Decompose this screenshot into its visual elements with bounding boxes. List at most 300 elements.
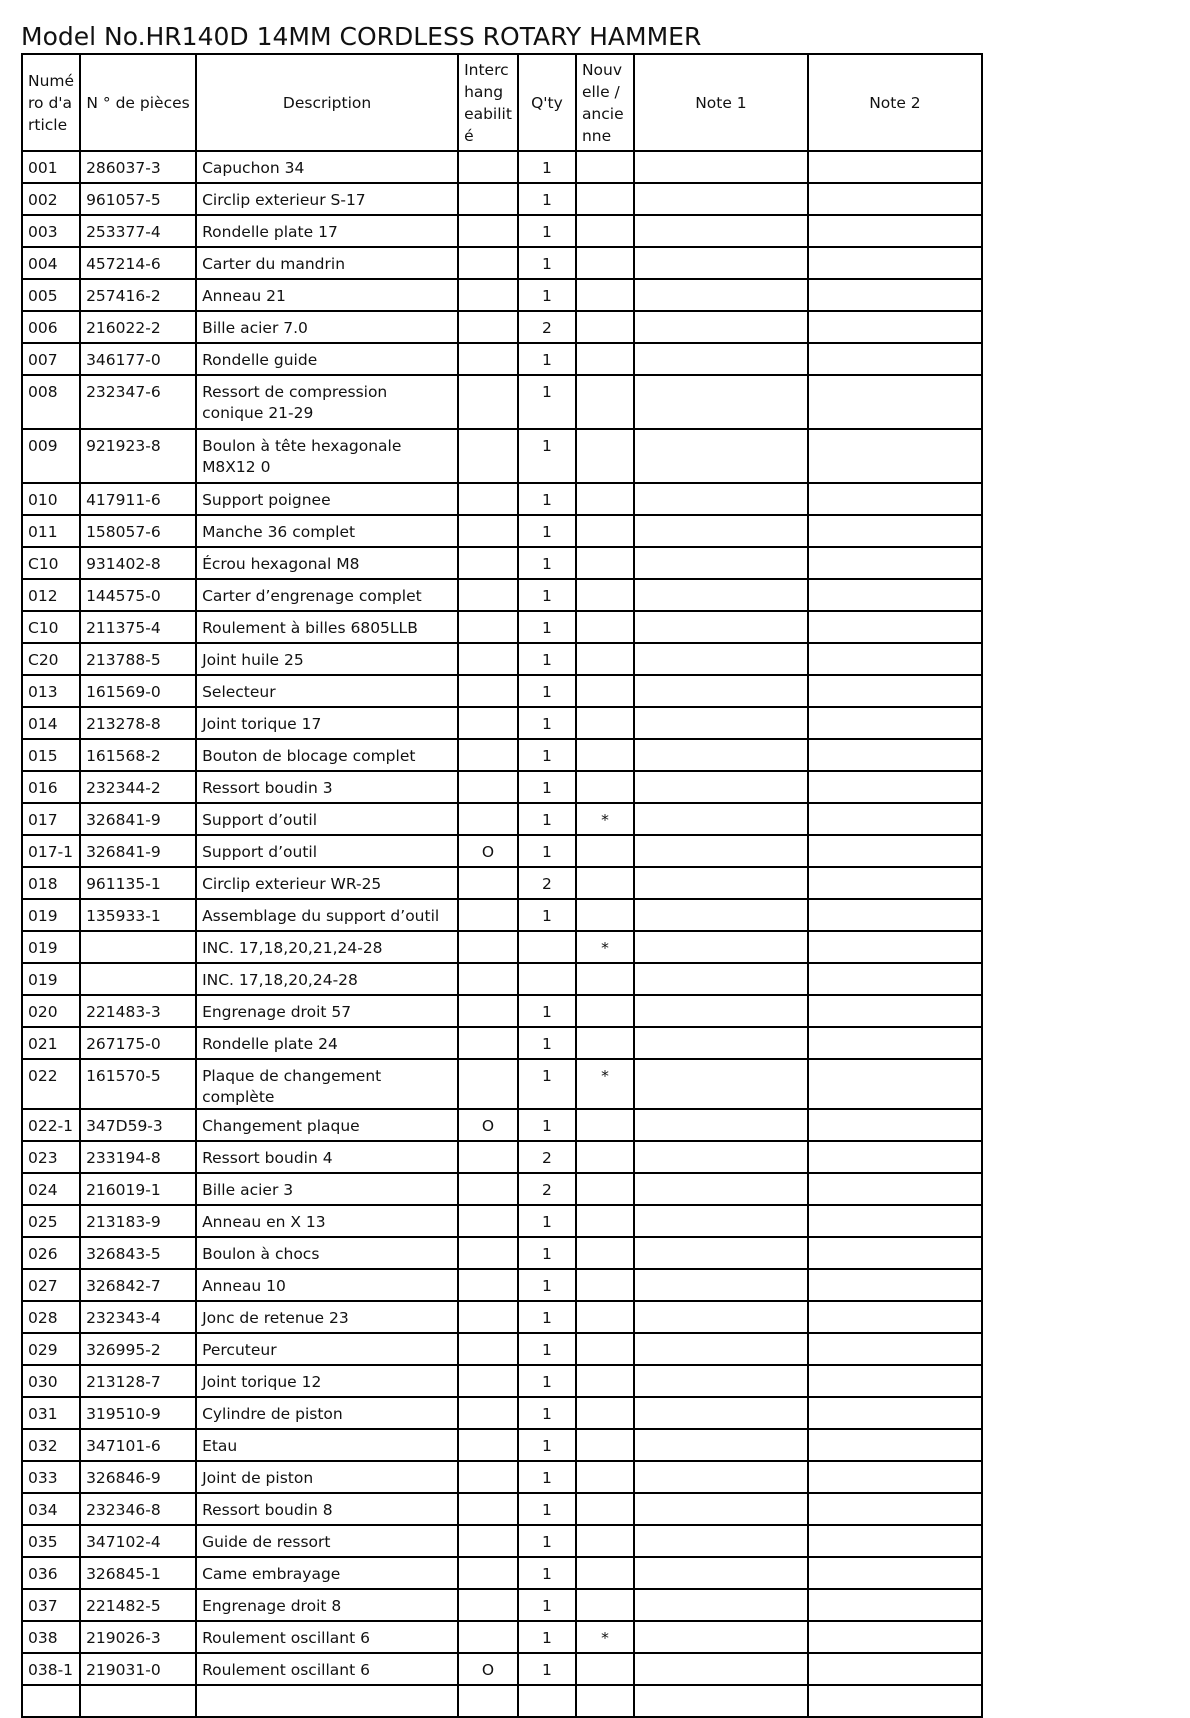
cell-new-old xyxy=(576,429,634,483)
cell-description: Ressort boudin 4 xyxy=(196,1141,458,1173)
cell-part-number: 232347-6 xyxy=(80,375,196,429)
cell-new-old xyxy=(576,835,634,867)
cell-interchangeability xyxy=(458,429,518,483)
cell-item-number: 018 xyxy=(22,867,80,899)
cell-part-number: 213183-9 xyxy=(80,1205,196,1237)
cell-note-2 xyxy=(808,1205,982,1237)
cell-new-old xyxy=(576,1301,634,1333)
cell-interchangeability xyxy=(458,1525,518,1557)
cell-note-2 xyxy=(808,1589,982,1621)
column-header-note-1: Note 1 xyxy=(634,54,808,151)
cell-part-number: 326841-9 xyxy=(80,803,196,835)
cell-item-number: 014 xyxy=(22,707,80,739)
column-header-new-old: Nouv elle / ancie nne xyxy=(576,54,634,151)
cell-item-number: 022-1 xyxy=(22,1109,80,1141)
cell-new-old xyxy=(576,771,634,803)
cell-quantity: 1 xyxy=(518,1365,576,1397)
cell-quantity: 1 xyxy=(518,675,576,707)
table-row xyxy=(22,707,982,739)
cell-new-old xyxy=(576,1525,634,1557)
cell-part-number: 161570-5 xyxy=(80,1059,196,1109)
cell-description: Joint torique 12 xyxy=(196,1365,458,1397)
table-row xyxy=(22,675,982,707)
cell-description: Bille acier 7.0 xyxy=(196,311,458,343)
cell-part-number: 135933-1 xyxy=(80,899,196,931)
cell-description: Etau xyxy=(196,1429,458,1461)
cell-note-1 xyxy=(634,643,808,675)
cell-note-2 xyxy=(808,707,982,739)
cell-interchangeability xyxy=(458,867,518,899)
cell-interchangeability xyxy=(458,1173,518,1205)
cell-note-2 xyxy=(808,343,982,375)
table-row xyxy=(22,311,982,343)
cell-description: Boulon à tête hexagonale M8X12 0 xyxy=(196,429,458,483)
cell-note-2 xyxy=(808,1429,982,1461)
cell-description: Joint torique 17 xyxy=(196,707,458,739)
cell-item-number: C10 xyxy=(22,547,80,579)
cell-new-old xyxy=(576,675,634,707)
cell-description: Came embrayage xyxy=(196,1557,458,1589)
parts-table-body xyxy=(22,151,982,1717)
cell-part-number: 219026-3 xyxy=(80,1621,196,1653)
table-row xyxy=(22,995,982,1027)
cell-description: Anneau en X 13 xyxy=(196,1205,458,1237)
cell-description: INC. 17,18,20,21,24-28 xyxy=(196,931,458,963)
cell-quantity: 1 xyxy=(518,611,576,643)
cell-interchangeability xyxy=(458,151,518,183)
cell-item-number: 003 xyxy=(22,215,80,247)
cell-part-number: 158057-6 xyxy=(80,515,196,547)
cell-new-old xyxy=(576,1237,634,1269)
cell-note-2 xyxy=(808,899,982,931)
table-row xyxy=(22,1301,982,1333)
cell-new-old xyxy=(576,739,634,771)
cell-part-number: 961057-5 xyxy=(80,183,196,215)
cell-interchangeability xyxy=(458,771,518,803)
cell-quantity: 1 xyxy=(518,1653,576,1685)
cell-new-old xyxy=(576,483,634,515)
cell-quantity: 1 xyxy=(518,343,576,375)
cell-item-number: 036 xyxy=(22,1557,80,1589)
cell-note-1 xyxy=(634,1557,808,1589)
table-row xyxy=(22,1141,982,1173)
cell-part-number: 326841-9 xyxy=(80,835,196,867)
cell-item-number: 025 xyxy=(22,1205,80,1237)
cell-note-2 xyxy=(808,429,982,483)
table-row xyxy=(22,1685,982,1717)
cell-part-number: 417911-6 xyxy=(80,483,196,515)
cell-interchangeability xyxy=(458,707,518,739)
cell-note-2 xyxy=(808,1269,982,1301)
cell-interchangeability xyxy=(458,215,518,247)
cell-note-1 xyxy=(634,579,808,611)
cell-interchangeability xyxy=(458,1589,518,1621)
cell-description: Bouton de blocage complet xyxy=(196,739,458,771)
cell-quantity: 1 xyxy=(518,1589,576,1621)
cell-note-1 xyxy=(634,1653,808,1685)
cell-interchangeability: O xyxy=(458,1109,518,1141)
cell-description: Ressort de compression conique 21-29 xyxy=(196,375,458,429)
table-row xyxy=(22,771,982,803)
cell-new-old xyxy=(576,611,634,643)
cell-interchangeability xyxy=(458,579,518,611)
cell-note-2 xyxy=(808,311,982,343)
cell-note-2 xyxy=(808,867,982,899)
cell-note-2 xyxy=(808,1109,982,1141)
cell-note-1 xyxy=(634,343,808,375)
cell-item-number: 037 xyxy=(22,1589,80,1621)
table-row xyxy=(22,215,982,247)
cell-interchangeability xyxy=(458,643,518,675)
column-header-item-number: Numé ro d'a rticle xyxy=(22,54,80,151)
cell-interchangeability xyxy=(458,1397,518,1429)
cell-item-number: C20 xyxy=(22,643,80,675)
cell-note-1 xyxy=(634,1397,808,1429)
cell-quantity: 1 xyxy=(518,579,576,611)
cell-quantity: 1 xyxy=(518,279,576,311)
cell-note-2 xyxy=(808,483,982,515)
cell-new-old xyxy=(576,1429,634,1461)
cell-interchangeability xyxy=(458,247,518,279)
table-row xyxy=(22,1333,982,1365)
cell-new-old xyxy=(576,1109,634,1141)
cell-part-number: 216019-1 xyxy=(80,1173,196,1205)
cell-part-number: 221482-5 xyxy=(80,1589,196,1621)
cell-quantity: 1 xyxy=(518,1333,576,1365)
cell-item-number: 001 xyxy=(22,151,80,183)
cell-part-number: 326846-9 xyxy=(80,1461,196,1493)
cell-description: Rondelle plate 17 xyxy=(196,215,458,247)
cell-part-number: 346177-0 xyxy=(80,343,196,375)
cell-description: Carter d’engrenage complet xyxy=(196,579,458,611)
cell-new-old xyxy=(576,183,634,215)
cell-quantity: 1 xyxy=(518,1205,576,1237)
cell-note-1 xyxy=(634,215,808,247)
cell-quantity: 1 xyxy=(518,803,576,835)
cell-part-number: 213128-7 xyxy=(80,1365,196,1397)
table-row xyxy=(22,1557,982,1589)
cell-item-number: 008 xyxy=(22,375,80,429)
cell-description: Percuteur xyxy=(196,1333,458,1365)
cell-new-old xyxy=(576,1685,634,1717)
cell-new-old xyxy=(576,707,634,739)
cell-interchangeability xyxy=(458,1059,518,1109)
cell-item-number: 010 xyxy=(22,483,80,515)
cell-description: Manche 36 complet xyxy=(196,515,458,547)
cell-note-1 xyxy=(634,803,808,835)
cell-part-number: 232343-4 xyxy=(80,1301,196,1333)
cell-part-number: 347102-4 xyxy=(80,1525,196,1557)
cell-new-old xyxy=(576,963,634,995)
cell-quantity: 1 xyxy=(518,739,576,771)
table-row xyxy=(22,579,982,611)
cell-interchangeability xyxy=(458,1237,518,1269)
cell-interchangeability xyxy=(458,931,518,963)
cell-quantity: 1 xyxy=(518,1027,576,1059)
cell-part-number: 232344-2 xyxy=(80,771,196,803)
cell-note-1 xyxy=(634,375,808,429)
table-row xyxy=(22,1059,982,1109)
cell-note-1 xyxy=(634,707,808,739)
table-row xyxy=(22,835,982,867)
cell-note-1 xyxy=(634,995,808,1027)
cell-note-2 xyxy=(808,931,982,963)
cell-note-2 xyxy=(808,963,982,995)
table-row xyxy=(22,429,982,483)
table-row xyxy=(22,1525,982,1557)
cell-item-number: 013 xyxy=(22,675,80,707)
cell-quantity xyxy=(518,963,576,995)
cell-interchangeability xyxy=(458,483,518,515)
cell-quantity: 2 xyxy=(518,1173,576,1205)
cell-description: Bille acier 3 xyxy=(196,1173,458,1205)
cell-quantity: 1 xyxy=(518,771,576,803)
cell-new-old xyxy=(576,643,634,675)
cell-part-number: 221483-3 xyxy=(80,995,196,1027)
cell-interchangeability xyxy=(458,899,518,931)
cell-note-1 xyxy=(634,151,808,183)
cell-description: Guide de ressort xyxy=(196,1525,458,1557)
cell-note-1 xyxy=(634,1333,808,1365)
cell-interchangeability xyxy=(458,279,518,311)
cell-note-1 xyxy=(634,899,808,931)
cell-interchangeability xyxy=(458,739,518,771)
cell-part-number: 161569-0 xyxy=(80,675,196,707)
cell-description: Cylindre de piston xyxy=(196,1397,458,1429)
cell-description: Support d’outil xyxy=(196,803,458,835)
cell-description: Carter du mandrin xyxy=(196,247,458,279)
cell-quantity: 1 xyxy=(518,1429,576,1461)
cell-part-number: 286037-3 xyxy=(80,151,196,183)
cell-item-number: 024 xyxy=(22,1173,80,1205)
cell-note-1 xyxy=(634,1493,808,1525)
cell-part-number: 219031-0 xyxy=(80,1653,196,1685)
cell-description: Changement plaque xyxy=(196,1109,458,1141)
cell-note-2 xyxy=(808,215,982,247)
table-row xyxy=(22,1205,982,1237)
cell-item-number: 029 xyxy=(22,1333,80,1365)
table-row xyxy=(22,739,982,771)
cell-quantity: 1 xyxy=(518,1109,576,1141)
table-row xyxy=(22,931,982,963)
cell-description: Boulon à chocs xyxy=(196,1237,458,1269)
cell-item-number: 019 xyxy=(22,963,80,995)
cell-new-old xyxy=(576,547,634,579)
cell-description: Anneau 10 xyxy=(196,1269,458,1301)
cell-note-2 xyxy=(808,643,982,675)
table-row xyxy=(22,1269,982,1301)
cell-new-old xyxy=(576,995,634,1027)
cell-note-2 xyxy=(808,1027,982,1059)
cell-note-1 xyxy=(634,963,808,995)
cell-new-old: * xyxy=(576,1621,634,1653)
cell-note-1 xyxy=(634,931,808,963)
cell-quantity: 1 xyxy=(518,215,576,247)
cell-part-number: 216022-2 xyxy=(80,311,196,343)
cell-item-number: 038-1 xyxy=(22,1653,80,1685)
cell-new-old xyxy=(576,1173,634,1205)
cell-item-number: 034 xyxy=(22,1493,80,1525)
cell-note-1 xyxy=(634,1461,808,1493)
cell-part-number: 319510-9 xyxy=(80,1397,196,1429)
cell-interchangeability xyxy=(458,183,518,215)
column-header-interchangeability: Interc hang eabilit é xyxy=(458,54,518,151)
cell-new-old xyxy=(576,1365,634,1397)
cell-interchangeability xyxy=(458,675,518,707)
table-row xyxy=(22,867,982,899)
cell-note-2 xyxy=(808,1653,982,1685)
cell-description: Roulement oscillant 6 xyxy=(196,1653,458,1685)
cell-note-2 xyxy=(808,1059,982,1109)
cell-interchangeability xyxy=(458,375,518,429)
cell-interchangeability xyxy=(458,1429,518,1461)
cell-note-1 xyxy=(634,483,808,515)
cell-interchangeability xyxy=(458,1493,518,1525)
cell-note-1 xyxy=(634,867,808,899)
cell-interchangeability xyxy=(458,1557,518,1589)
table-row xyxy=(22,547,982,579)
cell-note-2 xyxy=(808,279,982,311)
cell-new-old xyxy=(576,1205,634,1237)
cell-part-number: 347D59-3 xyxy=(80,1109,196,1141)
cell-description: Joint de piston xyxy=(196,1461,458,1493)
cell-note-2 xyxy=(808,151,982,183)
cell-note-2 xyxy=(808,771,982,803)
table-row xyxy=(22,279,982,311)
cell-description: Ressort boudin 3 xyxy=(196,771,458,803)
table-row xyxy=(22,1109,982,1141)
cell-new-old xyxy=(576,579,634,611)
cell-note-2 xyxy=(808,1525,982,1557)
cell-quantity: 1 xyxy=(518,375,576,429)
cell-new-old xyxy=(576,151,634,183)
cell-quantity: 1 xyxy=(518,247,576,279)
table-row xyxy=(22,1589,982,1621)
page-title: Model No.HR140D 14MM CORDLESS ROTARY HAMMER xyxy=(21,22,702,51)
cell-note-1 xyxy=(634,515,808,547)
cell-description: Jonc de retenue 23 xyxy=(196,1301,458,1333)
cell-new-old xyxy=(576,247,634,279)
cell-new-old xyxy=(576,1333,634,1365)
column-header-part-number: N ° de pièces xyxy=(80,54,196,151)
cell-part-number xyxy=(80,931,196,963)
parts-table xyxy=(21,53,983,1718)
cell-part-number: 161568-2 xyxy=(80,739,196,771)
cell-item-number: 005 xyxy=(22,279,80,311)
cell-note-1 xyxy=(634,429,808,483)
cell-note-2 xyxy=(808,739,982,771)
cell-item-number: 017-1 xyxy=(22,835,80,867)
cell-description: Joint huile 25 xyxy=(196,643,458,675)
cell-quantity: 1 xyxy=(518,1301,576,1333)
cell-item-number: 012 xyxy=(22,579,80,611)
cell-quantity: 1 xyxy=(518,1525,576,1557)
cell-quantity: 1 xyxy=(518,1461,576,1493)
cell-quantity: 1 xyxy=(518,1557,576,1589)
cell-note-2 xyxy=(808,1365,982,1397)
cell-note-2 xyxy=(808,1621,982,1653)
cell-new-old: * xyxy=(576,1059,634,1109)
cell-new-old xyxy=(576,1027,634,1059)
table-row xyxy=(22,963,982,995)
cell-quantity xyxy=(518,931,576,963)
table-row xyxy=(22,1493,982,1525)
cell-item-number: 023 xyxy=(22,1141,80,1173)
cell-part-number: 326843-5 xyxy=(80,1237,196,1269)
table-row xyxy=(22,343,982,375)
table-row xyxy=(22,1173,982,1205)
cell-note-2 xyxy=(808,1685,982,1717)
cell-quantity: 1 xyxy=(518,183,576,215)
cell-new-old xyxy=(576,1269,634,1301)
cell-part-number: 253377-4 xyxy=(80,215,196,247)
table-row xyxy=(22,899,982,931)
cell-item-number: 007 xyxy=(22,343,80,375)
cell-new-old xyxy=(576,1493,634,1525)
table-row xyxy=(22,183,982,215)
cell-description: Roulement à billes 6805LLB xyxy=(196,611,458,643)
cell-item-number: 020 xyxy=(22,995,80,1027)
table-row xyxy=(22,611,982,643)
cell-item-number: 019 xyxy=(22,931,80,963)
cell-item-number: 027 xyxy=(22,1269,80,1301)
cell-interchangeability xyxy=(458,1141,518,1173)
cell-description: Selecteur xyxy=(196,675,458,707)
cell-part-number: 961135-1 xyxy=(80,867,196,899)
table-row xyxy=(22,375,982,429)
table-row xyxy=(22,1027,982,1059)
cell-part-number: 457214-6 xyxy=(80,247,196,279)
cell-description: Assemblage du support d’outil xyxy=(196,899,458,931)
cell-note-2 xyxy=(808,1301,982,1333)
cell-quantity: 1 xyxy=(518,1493,576,1525)
cell-note-1 xyxy=(634,1589,808,1621)
cell-interchangeability xyxy=(458,1301,518,1333)
cell-quantity: 1 xyxy=(518,515,576,547)
cell-note-1 xyxy=(634,1269,808,1301)
cell-interchangeability xyxy=(458,343,518,375)
cell-part-number: 931402-8 xyxy=(80,547,196,579)
cell-quantity: 1 xyxy=(518,1621,576,1653)
cell-part-number: 267175-0 xyxy=(80,1027,196,1059)
cell-item-number: 028 xyxy=(22,1301,80,1333)
cell-interchangeability xyxy=(458,547,518,579)
cell-note-2 xyxy=(808,1173,982,1205)
cell-description: Circlip exterieur S-17 xyxy=(196,183,458,215)
cell-part-number: 211375-4 xyxy=(80,611,196,643)
cell-part-number: 326842-7 xyxy=(80,1269,196,1301)
cell-note-1 xyxy=(634,1141,808,1173)
cell-note-1 xyxy=(634,1059,808,1109)
cell-quantity: 1 xyxy=(518,899,576,931)
cell-interchangeability xyxy=(458,515,518,547)
cell-interchangeability xyxy=(458,1205,518,1237)
table-row xyxy=(22,1621,982,1653)
cell-description: Engrenage droit 8 xyxy=(196,1589,458,1621)
cell-description: Écrou hexagonal M8 xyxy=(196,547,458,579)
cell-item-number: 006 xyxy=(22,311,80,343)
cell-note-1 xyxy=(634,1525,808,1557)
cell-quantity: 1 xyxy=(518,643,576,675)
cell-part-number: 213278-8 xyxy=(80,707,196,739)
cell-note-1 xyxy=(634,739,808,771)
cell-part-number: 326845-1 xyxy=(80,1557,196,1589)
cell-note-2 xyxy=(808,1461,982,1493)
cell-new-old xyxy=(576,867,634,899)
cell-quantity: 2 xyxy=(518,867,576,899)
table-row xyxy=(22,1365,982,1397)
cell-note-1 xyxy=(634,1621,808,1653)
